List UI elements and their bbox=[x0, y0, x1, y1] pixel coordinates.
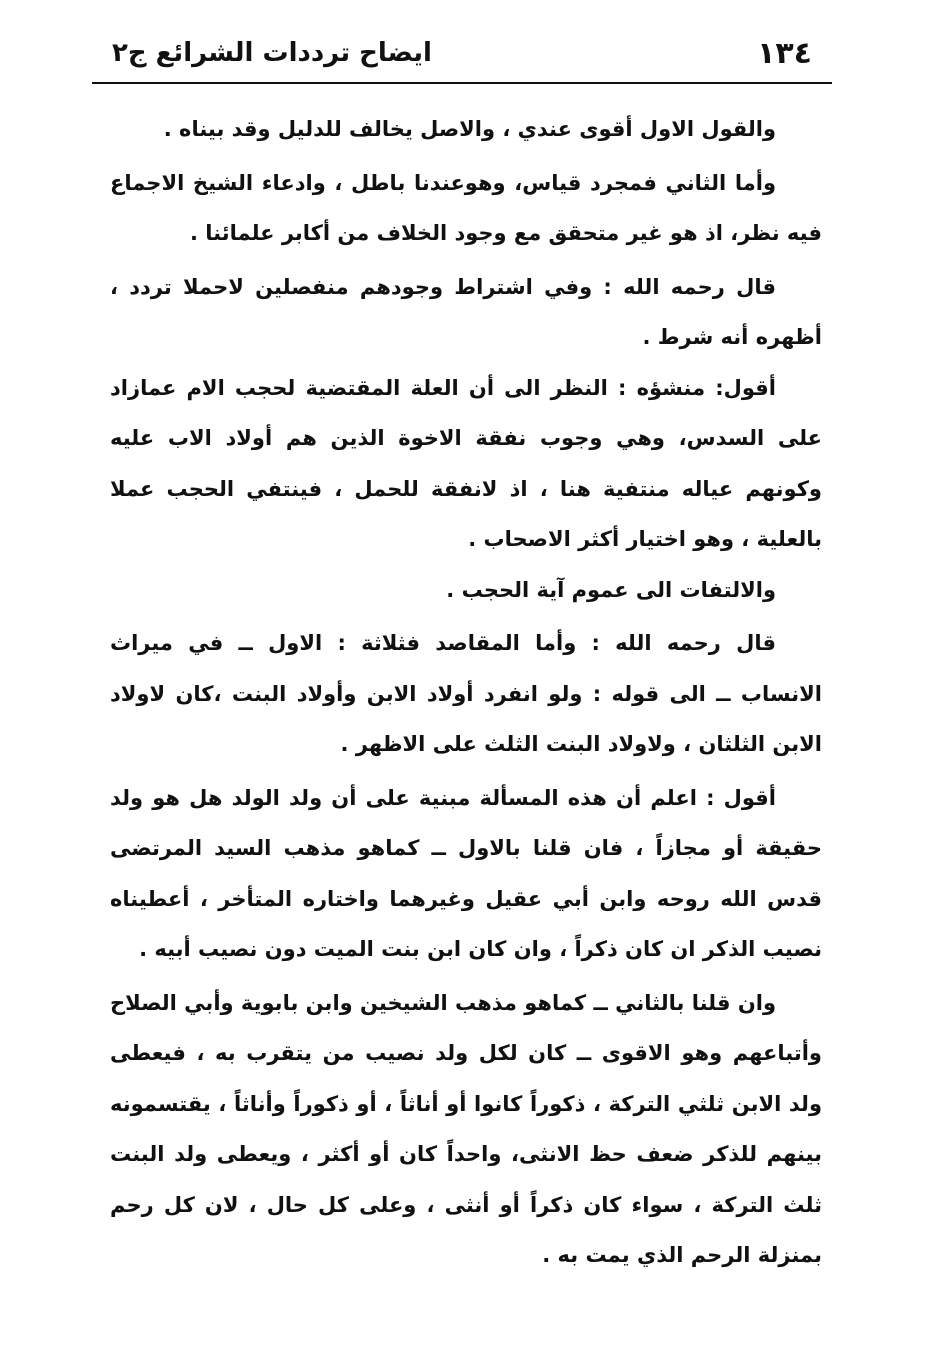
paragraph-2: وأما الثاني فمجرد قياس، وهوعندنا باطل ، وادعاء الشيخ الاجماع فيه نظر، اذ هو غير متحقق مع وجود الخلاف من أكابر علمائنا . bbox=[110, 170, 822, 245]
paragraph-1: والقول الاول أقوى عندي ، والاصل يخالف للدليل وقد بيناه . bbox=[163, 117, 776, 141]
header-divider bbox=[92, 82, 832, 84]
paragraph-4: أقول: منشؤه : النظر الى أن العلة المقتضية لحجب الام عمازاد على السدس، وهي وجوب نفقة الاخوة الذين هم أولاد الاب عليه وكونهم عياله منتفية هنا ، اذ لانفقة للحمل ، فينتفي الحجب عملا بالعلية ، وهو اختيار أكثر الاصحاب . bbox=[110, 375, 822, 551]
body-text bbox=[110, 104, 822, 1281]
paragraph-8: وان قلنا بالثاني ــ كماهو مذهب الشيخين وابن بابوية وأبي الصلاح وأتباعهم وهو الاقوى ــ كان لكل ولد نصيب من يتقرب به ، فيعطى ولد الابن ثلثي التركة ، ذكوراً كانوا أو أناثاً ، أو ذكوراً وأناثاً ، يقتسمونه بينهم للذكر ضعف حظ الانثى، واحداً كان أو أكثر ، ويعطى ولد البنت ثلث التركة ، سواء كان ذكراً أو أنثى ، وعلى كل حال ، لان كل رحم بمنزلة الرحم الذي يمت به . bbox=[110, 990, 822, 1267]
paragraph-6: قال رحمه الله : وأما المقاصد فثلاثة : الاول ــ في ميراث الانساب ــ الى قوله : ولو انفرد أولاد الابن وأولاد البنت ،كان لاولاد الابن الثلثان ، ولاولاد البنت الثلث على الاظهر . bbox=[110, 631, 822, 756]
paragraph-7: أقول : اعلم أن هذه المسألة مبنية على أن ولد الولد هل هو ولد حقيقة أو مجازاً ، فان قلنا بالاول ــ كماهو مذهب السيد المرتضى قدس الله روحه وابن أبي عقيل وغيرهما واختاره المتأخر ، أعطيناه نصيب الذكر ان كان ذكراً ، وان كان ابن بنت الميت دون نصيب أبيه . bbox=[110, 785, 822, 961]
page-header bbox=[92, 30, 832, 80]
page-number: ١٣٤ bbox=[757, 36, 812, 71]
paragraph-5: والالتفات الى عموم آية الحجب . bbox=[446, 577, 776, 602]
running-title: ايضاح ترددات الشرائع ج٢ bbox=[112, 38, 432, 68]
paragraph-3: قال رحمه الله : وفي اشتراط وجودهم منفصلين لاحملا تردد ، أظهره أنه شرط . bbox=[110, 274, 822, 349]
